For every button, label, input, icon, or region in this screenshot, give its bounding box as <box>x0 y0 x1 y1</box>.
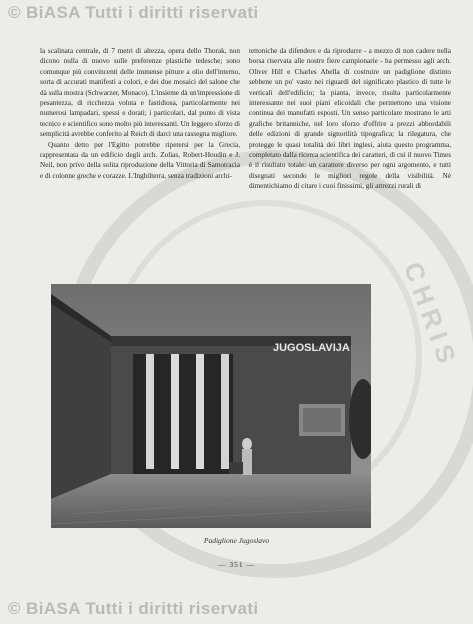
copyright-watermark-bottom: © BiASA Tutti i diritti riservati <box>8 599 259 618</box>
pavilion-photo-illustration <box>51 284 371 528</box>
building-sign-text: JUGOSLAVIJA <box>273 342 350 354</box>
pavilion-photograph <box>51 284 371 528</box>
text-column-right <box>249 46 451 192</box>
page-number: — 351 — <box>218 560 255 569</box>
text-column-left <box>40 46 240 181</box>
copyright-watermark-top: © BiASA Tutti i diritti riservati <box>8 3 259 22</box>
seal-watermark-text: CHRIS <box>397 258 464 373</box>
paragraph: tettoniche da difendere e da riprodurre - a mezzo di non cadere nella borsa riservata alle nostre fiere campionarie - ha permesso agli arch. Oliver Hill e Charles Abella di costruire un padiglione distinto sebbene un po' vasto nei riguardi del significato plastico di tutte le verticali dell'edificio; la pianta, invece, risulta particolarmente interessante nei suoi piani elicoidali che permettono una visione continua dei manufatti esposti. Un senso particolare mostrano le arti grafiche britanniche, nel loro sforzo d'offrire a prezzi abbordabili delle edizioni di grande signorilità tipografica; la rilegatura, che protegge le quasi totalità dei libri inglesi, aiuta questo programma, completato dalla ricerca scientifica dei caratteri, di cui il nuovo Times è il risultato totale: un carattere diverso per ogni argomento, e tutti disegnati secondo le migliori regole della visibilità. Né dimentichiamo di citare i cuoi finissimi, gli attrezzi rurali di <box>249 47 451 191</box>
paragraph: Quanto detto per l'Egitto potrebbe ripetersi per la Grecia, rappresentata da un edificio degli arch. Zolias, Robert-Houdin e J. Neil, non privo della solita riproduzione della Vittoria di Samotracia e di colonne greche e corazze. L'Inghilterra, senza tradizioni archi- <box>40 140 240 180</box>
photo-caption: Padiglione Jugoslavo <box>203 536 270 545</box>
paragraph: la scalinata centrale, di 7 metri di altezza, opera dello Thorak, non dicono nulla di nuovo sulle preferenze plastiche tedesche; sono comunque più convincenti delle immense pitture a olio dell'interno, sorta di accurati manifesti a colori, e dei due mosaici del salone che dà sulla mostra (Schwarzer, Monaco). L'insieme dà un'impressione di pesantezza, di ricchezza voluta e fastidiosa, particolarmente nei numerosi lampadari, spessi e dorati; i particolari, dal punto di vista tecnico e scientifico sono molto più interessanti. Un leggero sforzo di semplicità avrebbe conferito al Reich di darci una rassegna migliore. <box>40 47 240 139</box>
